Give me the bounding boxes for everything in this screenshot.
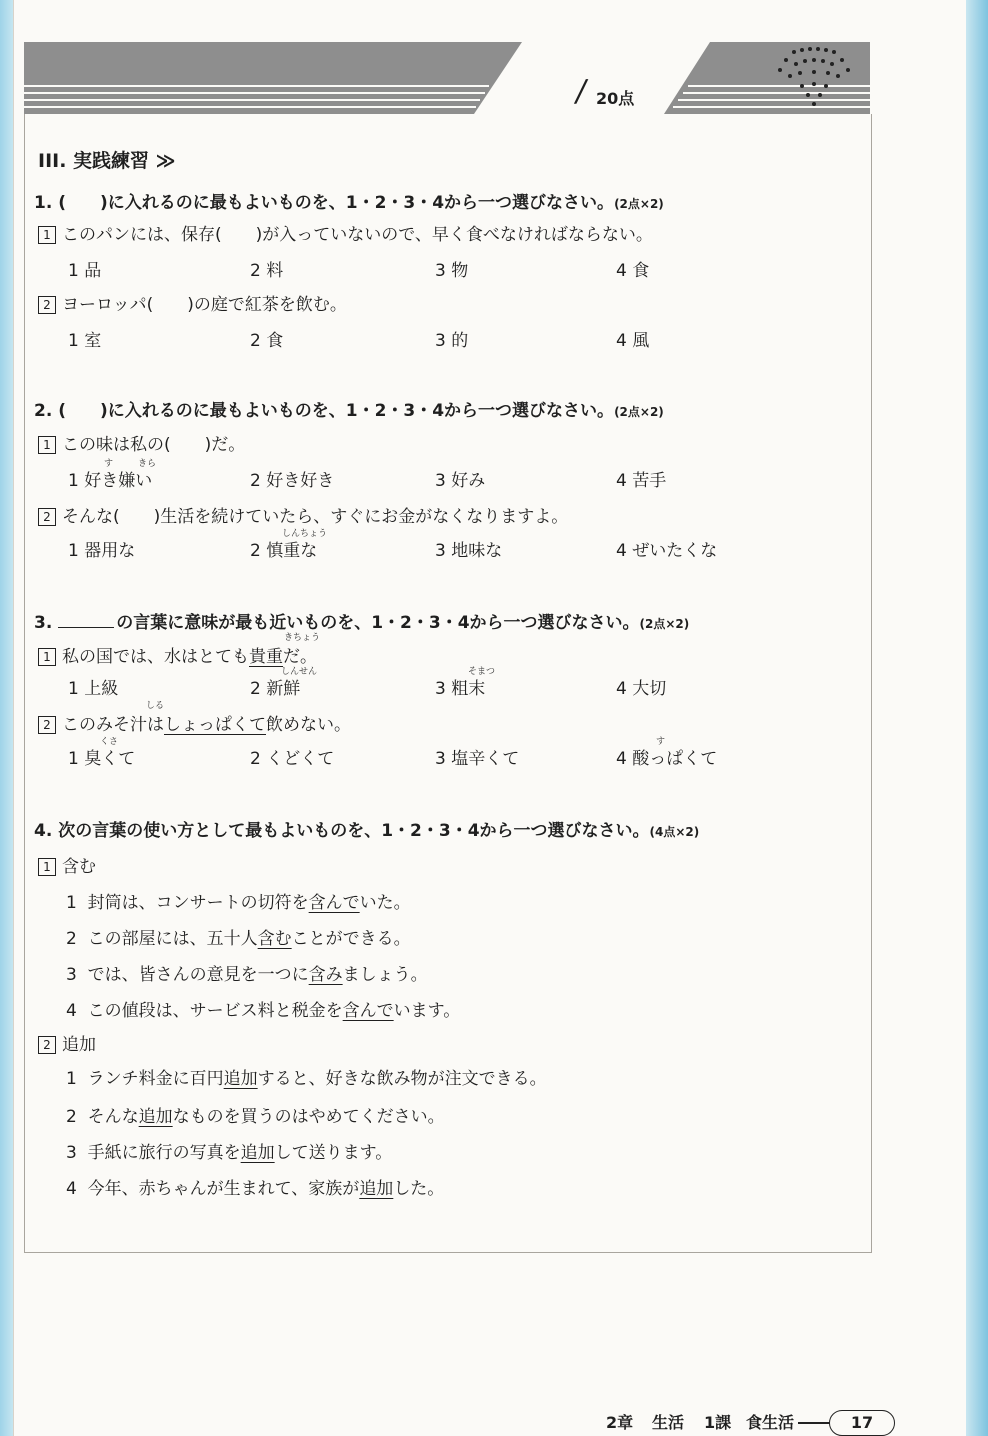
q3-instruction: 3. の言葉に意味が最も近いものを、1・2・3・4から一つ選びなさい。(2点×2) bbox=[34, 613, 690, 633]
q2-2-option-4[interactable]: 4 ぜいたくな bbox=[616, 541, 718, 561]
footer-chapter: 2章 bbox=[606, 1413, 634, 1432]
q4-2-sentence-1[interactable]: 1 ランチ料金に百円追加すると、好きな飲み物が注文できる。 bbox=[66, 1069, 547, 1089]
section-title: III. 実践練習 ≫ bbox=[38, 150, 176, 172]
item-number-box: 2 bbox=[38, 716, 56, 734]
q4-1-sentence-2[interactable]: 2 この部屋には、五十人含むことができる。 bbox=[66, 929, 411, 949]
ruby-kusa: くさ bbox=[100, 737, 119, 747]
header-band bbox=[24, 42, 870, 114]
q4-item-2: 2 追加 bbox=[38, 1030, 96, 1055]
item-number-box: 2 bbox=[38, 1036, 56, 1054]
page-number: 17 bbox=[829, 1410, 895, 1436]
q1-1-option-1[interactable]: 1 品 bbox=[68, 261, 102, 281]
q4-1-sentence-1[interactable]: 1 封筒は、コンサートの切符を含んでいた。 bbox=[66, 893, 411, 913]
q2-item-1: 1 この味は私の( )だ。 bbox=[38, 430, 245, 455]
ruby-shiru: しる bbox=[146, 701, 165, 711]
q3-2-option-1[interactable]: 1 臭くて bbox=[68, 749, 136, 769]
q1-2-option-3[interactable]: 3 的 bbox=[435, 331, 469, 351]
item-number-box: 1 bbox=[38, 226, 56, 244]
slash-mark: / bbox=[572, 74, 590, 109]
q4-instruction: 4. 次の言葉の使い方として最もよいものを、1・2・3・4から一つ選びなさい。(4点×2) bbox=[34, 821, 700, 841]
ruby-su: す bbox=[656, 737, 666, 747]
item-number-box: 1 bbox=[38, 648, 56, 666]
q2-2-option-1[interactable]: 1 器用な bbox=[68, 541, 136, 561]
q3-1-option-1[interactable]: 1 上級 bbox=[68, 679, 119, 699]
q3-1-option-3[interactable]: 3 粗末 bbox=[435, 679, 486, 699]
item-number-box: 1 bbox=[38, 858, 56, 876]
q2-1-option-2[interactable]: 2 好き好き bbox=[250, 471, 335, 491]
q2-1-option-4[interactable]: 4 苦手 bbox=[616, 471, 667, 491]
q3-item-2: 2 このみそ汁はしょっぱくて飲めない。 bbox=[38, 710, 351, 735]
q2-2-option-3[interactable]: 3 地味な bbox=[435, 541, 503, 561]
q4-1-sentence-4[interactable]: 4 この値段は、サービス料と税金を含んでいます。 bbox=[66, 1001, 461, 1021]
ruby-kichou: きちょう bbox=[284, 633, 321, 643]
q4-item-1: 1 含む bbox=[38, 852, 96, 877]
q1-1-option-4[interactable]: 4 食 bbox=[616, 261, 650, 281]
q1-item-2: 2 ヨーロッパ( )の庭で紅茶を飲む。 bbox=[38, 290, 347, 315]
q1-2-option-2[interactable]: 2 食 bbox=[250, 331, 284, 351]
q3-item-1: 1 私の国では、水はとても貴重だ。 bbox=[38, 642, 317, 667]
q2-instruction: 2. ( )に入れるのに最もよいものを、1・2・3・4から一つ選びなさい。(2点×2) bbox=[34, 401, 664, 421]
item-number-box: 2 bbox=[38, 296, 56, 314]
q3-1-option-4[interactable]: 4 大切 bbox=[616, 679, 667, 699]
ruby-su: す bbox=[104, 459, 114, 469]
q1-1-option-2[interactable]: 2 料 bbox=[250, 261, 284, 281]
q1-1-option-3[interactable]: 3 物 bbox=[435, 261, 469, 281]
q3-2-option-3[interactable]: 3 塩辛くて bbox=[435, 749, 520, 769]
q4-2-sentence-2[interactable]: 2 そんな追加なものを買うのはやめてください。 bbox=[66, 1107, 445, 1127]
q1-2-option-4[interactable]: 4 風 bbox=[616, 331, 650, 351]
q2-1-option-3[interactable]: 3 好み bbox=[435, 471, 486, 491]
item-number-box: 2 bbox=[38, 508, 56, 526]
ruby-shinsen: しんせん bbox=[281, 667, 318, 677]
q3-2-option-2[interactable]: 2 くどくて bbox=[250, 749, 335, 769]
underline-blank bbox=[58, 627, 114, 628]
ruby-kira: きら bbox=[138, 459, 157, 469]
ruby-somatsu: そまつ bbox=[468, 667, 496, 677]
q3-1-option-2[interactable]: 2 新鮮 bbox=[250, 679, 301, 699]
score-label bbox=[572, 74, 635, 109]
item-number-box: 1 bbox=[38, 436, 56, 454]
book-edge-left bbox=[0, 0, 14, 1436]
q4-2-sentence-3[interactable]: 3 手紙に旅行の写真を追加して送ります。 bbox=[66, 1143, 393, 1163]
q2-1-option-1[interactable]: 1 好き嫌い bbox=[68, 471, 153, 491]
footer-topic: 生活 bbox=[652, 1413, 685, 1432]
q4-2-sentence-4[interactable]: 4 今年、赤ちゃんが生まれて、家族が追加した。 bbox=[66, 1179, 445, 1199]
q2-item-2: 2 そんな( )生活を続けていたら、すぐにお金がなくなりますよ。 bbox=[38, 502, 568, 527]
q3-2-option-4[interactable]: 4 酸っぱくて bbox=[616, 749, 718, 769]
q1-item-1: 1 このパンには、保存( )が入っていないので、早く食べなければならない。 bbox=[38, 220, 653, 245]
footer-divider bbox=[798, 1422, 830, 1424]
double-chevron-icon: ≫ bbox=[155, 150, 176, 172]
q1-2-option-1[interactable]: 1 室 bbox=[68, 331, 102, 351]
q1-instruction: 1. ( )に入れるのに最もよいものを、1・2・3・4から一つ選びなさい。(2点×2) bbox=[34, 193, 664, 213]
footer-lesson-title: 食生活 bbox=[746, 1413, 795, 1432]
book-edge-right bbox=[966, 0, 988, 1436]
q2-2-option-2[interactable]: 2 慎重な bbox=[250, 541, 318, 561]
footer-lesson: 1課 bbox=[704, 1413, 732, 1432]
ruby-shinchou: しんちょう bbox=[282, 529, 328, 539]
score-text: 20点 bbox=[596, 89, 635, 108]
q4-1-sentence-3[interactable]: 3 では、皆さんの意見を一つに含みましょう。 bbox=[66, 965, 428, 985]
